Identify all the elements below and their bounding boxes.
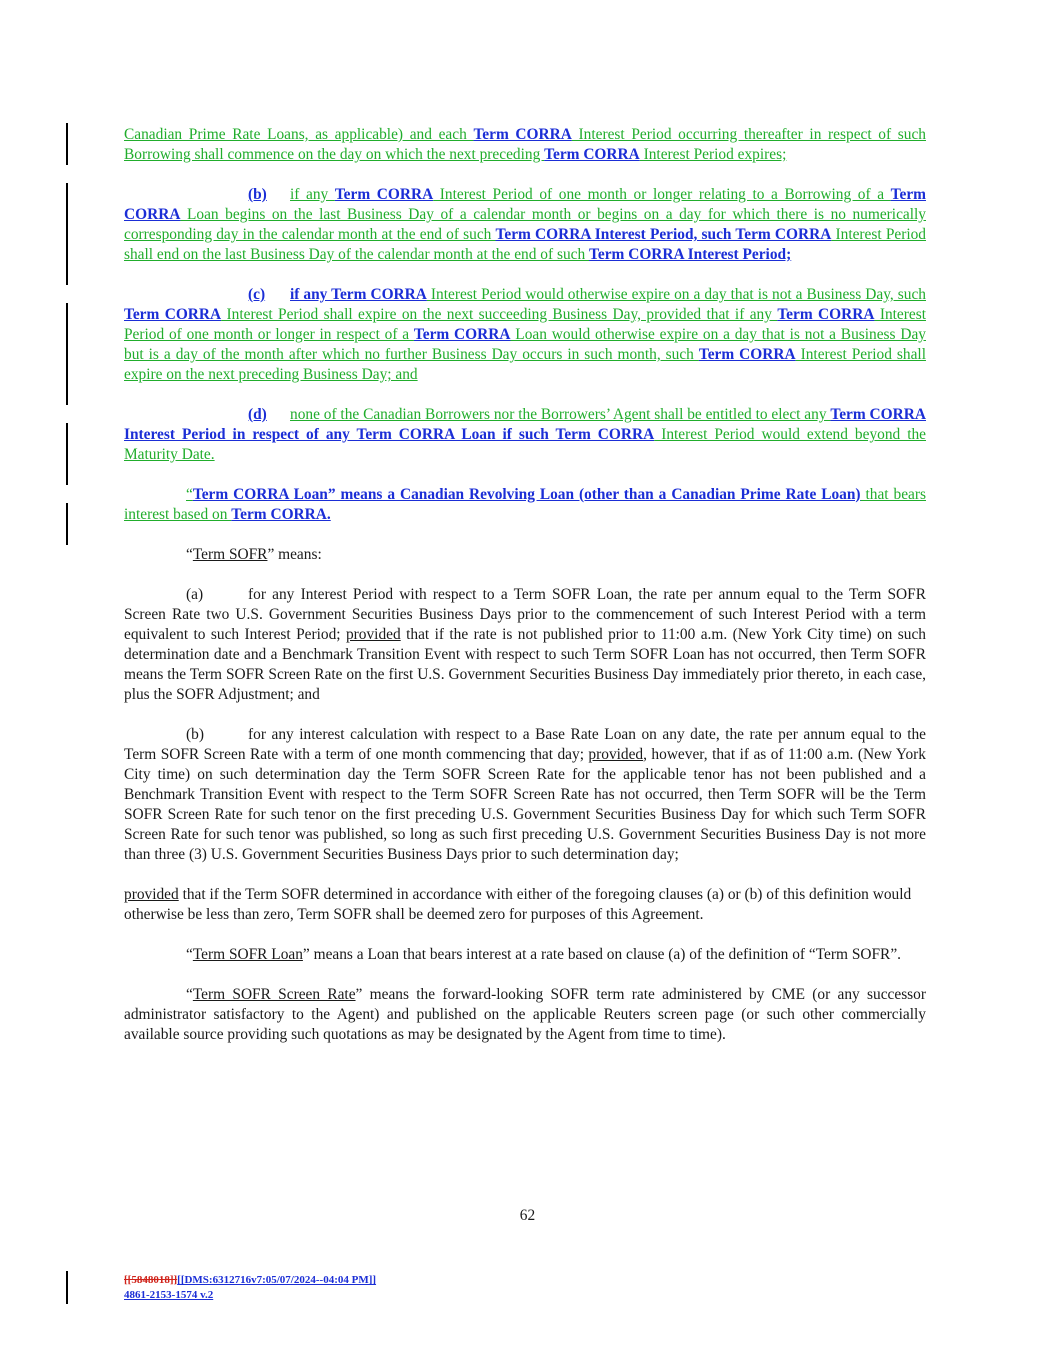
- inserted-reference: [[DMS:6312716v7:05/07/2024--04:04 PM]]: [177, 1274, 377, 1286]
- clause-label: (b): [248, 186, 267, 203]
- page-number: 62: [519, 1207, 536, 1224]
- definition-term-corra-loan: “Term CORRA Loan” means a Canadian Revolving Loan (other than a Canadian Prime Rate Loan) that bears interest based on Term CORRA.: [124, 486, 926, 523]
- change-bar: [66, 303, 68, 405]
- defined-term: Term SOFR Loan: [192, 946, 303, 963]
- document-footer: [124, 1273, 376, 1303]
- definition-term-sofr-screen-rate: “Term SOFR Screen Rate” means the forward-looking SOFR term rate administered by CME (or any successor administrator satisfactory to the Agent) and published on the applicable Reuters screen page (or such other commercially available source providing such quotations as may be designated by the Agent from time to time).: [124, 986, 926, 1043]
- change-bar: [66, 1271, 68, 1304]
- change-bar: [66, 423, 68, 485]
- clause-label: (a): [186, 586, 204, 603]
- footer-doc-id: 4861-2153-1574 v.2: [124, 1289, 214, 1301]
- clause-label: (c): [248, 286, 266, 303]
- clause-c: (c) if any Term CORRA Interest Period would otherwise expire on a day that is not a Business Day, such Term CORRA Interest Period shall expire on the next succeeding Business Day, provided that if any Term CORRA Interest Period of one month or longer in respect of a Term CORRA Loan would otherwise expire on a day that is not a Business Day but is a day of the month after which no further Business Day occurs in such month, such Term CORRA Interest Period shall expire on the next preceding Business Day; and: [124, 286, 926, 383]
- clause-label: (d): [248, 406, 267, 423]
- deleted-reference: [[5848018]]: [124, 1274, 178, 1286]
- change-bar: [66, 183, 68, 285]
- term-sofr-proviso: provided that if the Term SOFR determined in accordance with either of the foregoing clauses (a) or (b) of this definition would otherwise be less than zero, Term SOFR shall be deemed zero for purposes of this Agreement.: [124, 886, 912, 923]
- term-sofr-clause-b: (b) for any interest calculation with respect to a Base Rate Loan on any date, the rate per annum equal to the Term SOFR Screen Rate with a term of one month commencing that day; provided, however, that if as of 11:00 a.m. (New York City time) on such determination day the Term SOFR Screen Rate for the applicable tenor has not been published and a Benchmark Transition Event with respect to the Term SOFR Screen Rate has not occurred, then Term SOFR will be the Term SOFR Screen Rate for such tenor on the first preceding U.S. Government Securities Business Day for which such Term SOFR Screen Rate for such tenor was published, so long as such first preceding U.S. Government Securities Business Day is not more than three (3) U.S. Government Securities Business Days prior to such determination day;: [124, 726, 926, 863]
- clause-b: (b) if any Term CORRA Interest Period of one month or longer relating to a Borrowing of a Term CORRA Loan begins on the last Business Day of a calendar month or begins on a day for which there is no numerically corresponding day in the calendar month at the end of such Term CORRA Interest Period, such Term CORRA Interest Period shall end on the last Business Day of the calendar month at the end of such Term CORRA Interest Period;: [124, 186, 926, 263]
- interest-period-continuation: Canadian Prime Rate Loans, as applicable) and each Term CORRA Interest Period occurring thereafter in respect of such Borrowing shall commence on the day on which the next preceding Term CORRA Interest Period expires;: [124, 126, 926, 163]
- footer-dms-line: [124, 1273, 376, 1288]
- change-bar: [66, 123, 68, 165]
- defined-term: Term SOFR Screen Rate: [192, 986, 356, 1003]
- change-bar: [66, 503, 68, 545]
- clause-d: (d) none of the Canadian Borrowers nor the Borrowers’ Agent shall be entitled to elect any Term CORRA Interest Period in respect of any Term CORRA Loan if such Term CORRA Interest Period would extend beyond the Maturity Date.: [124, 406, 926, 463]
- term-sofr-clause-a: (a) for any Interest Period with respect to a Term SOFR Loan, the rate per annum equal to the Term SOFR Screen Rate two U.S. Government Securities Business Days prior to the commencement of such Interest Period with a term equivalent to such Interest Period; provided that if the rate is not published prior to 11:00 a.m. (New York City time) on such determination date and a Benchmark Transition Event with respect to such Term SOFR Loan has not occurred, then Term SOFR means the Term SOFR Screen Rate on the first U.S. Government Securities Business Day immediately prior thereto, in each case, plus the SOFR Adjustment; and: [124, 586, 926, 703]
- definition-term-sofr: “Term SOFR” means:: [186, 546, 322, 563]
- defined-term: Term SOFR: [192, 546, 268, 563]
- document-page: [124, 125, 926, 1045]
- clause-label: (b): [186, 726, 204, 743]
- definition-term-sofr-loan: “Term SOFR Loan” means a Loan that bears interest at a rate based on clause (a) of the definition of “Term SOFR”.: [186, 946, 901, 963]
